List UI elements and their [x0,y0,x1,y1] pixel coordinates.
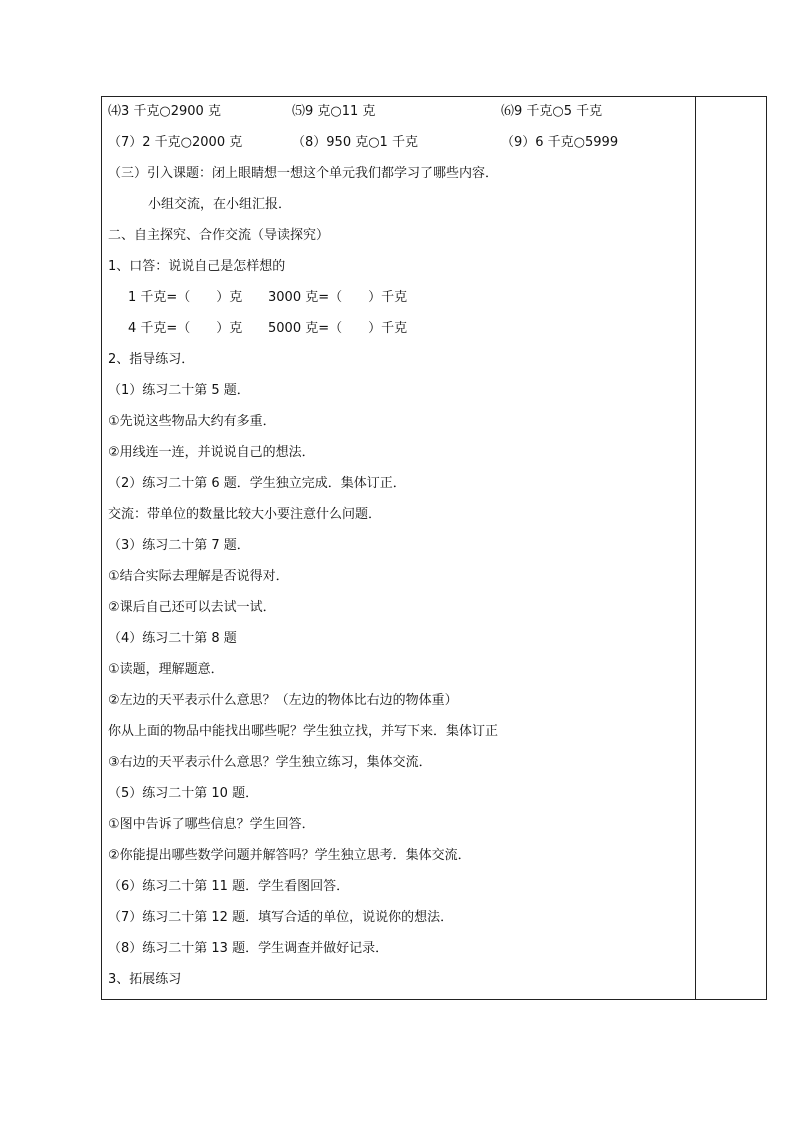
intro-title: （三）引入课题：闭上眼睛想一想这个单元我们都学习了哪些内容． [108,166,499,181]
oral-item: 1 千克=（ ）克 [128,290,243,305]
guide-heading: 2、指导练习． [108,352,195,367]
section-heading: 二、自主探究、合作交流（导读探究） [108,228,330,243]
oral-heading: 1、口答：说说自己是怎样想的 [108,259,286,274]
oral-row [108,282,692,313]
compare-row [108,127,692,158]
exercise-line: ①先说这些物品大约有多重． [108,414,276,429]
exercise-line: 交流：带单位的数量比较大小要注意什么问题． [108,507,382,522]
compare-item: ⑹9 千克○5 千克 [501,104,603,119]
exercise-line: ②左边的天平表示什么意思？（左边的物体比右边的物体重） [108,693,458,708]
exercise-line: （1）练习二十第 5 题． [108,383,250,398]
exercise-line: ①结合实际去理解是否说得对． [108,569,289,584]
exercise-line: ②课后自己还可以去试一试． [108,600,276,615]
exercise-line: ①读题，理解题意． [108,662,224,677]
compare-item: ⑷3 千克○2900 克 [108,104,221,119]
exercise-line: （8）练习二十第 13 题．学生调查并做好记录． [108,941,389,956]
compare-row [108,97,692,127]
exercise-line: ②用线连一连，并说说自己的想法． [108,445,315,460]
oral-item: 4 千克=（ ）克 [128,321,243,336]
exercise-line: ②你能提出哪些数学问题并解答吗？学生独立思考．集体交流． [108,848,471,863]
compare-item: （9）6 千克○5999 [501,135,619,150]
section-heading: 3、拓展练习 [108,972,182,987]
compare-item: ⑸9 克○11 克 [292,104,376,119]
oral-row [108,313,692,344]
exercise-line: （3）练习二十第 7 题． [108,538,250,553]
oral-item: 3000 克=（ ）千克 [268,290,408,305]
lesson-content [108,97,692,995]
compare-item: （8）950 克○1 千克 [292,135,418,150]
intro-group: 小组交流，在小组汇报． [148,197,292,212]
compare-item: （7）2 千克○2000 克 [108,135,243,150]
exercise-line: （6）练习二十第 11 题．学生看图回答． [108,879,350,894]
oral-item: 5000 克=（ ）千克 [268,321,408,336]
exercise-line: （5）练习二十第 10 题． [108,786,259,801]
exercise-line: （7）练习二十第 12 题．填写合适的单位，说说你的想法． [108,910,454,925]
table-column-divider [695,96,696,1000]
exercise-line: ③右边的天平表示什么意思？学生独立练习，集体交流． [108,755,432,770]
exercise-line: （2）练习二十第 6 题．学生独立完成．集体订正． [108,476,406,491]
exercise-line: （4）练习二十第 8 题 [108,631,237,646]
exercise-line: 你从上面的物品中能找出哪些呢？学生独立找，并写下来．集体订正 [108,724,499,739]
exercise-line: ①图中告诉了哪些信息？学生回答． [108,817,315,832]
